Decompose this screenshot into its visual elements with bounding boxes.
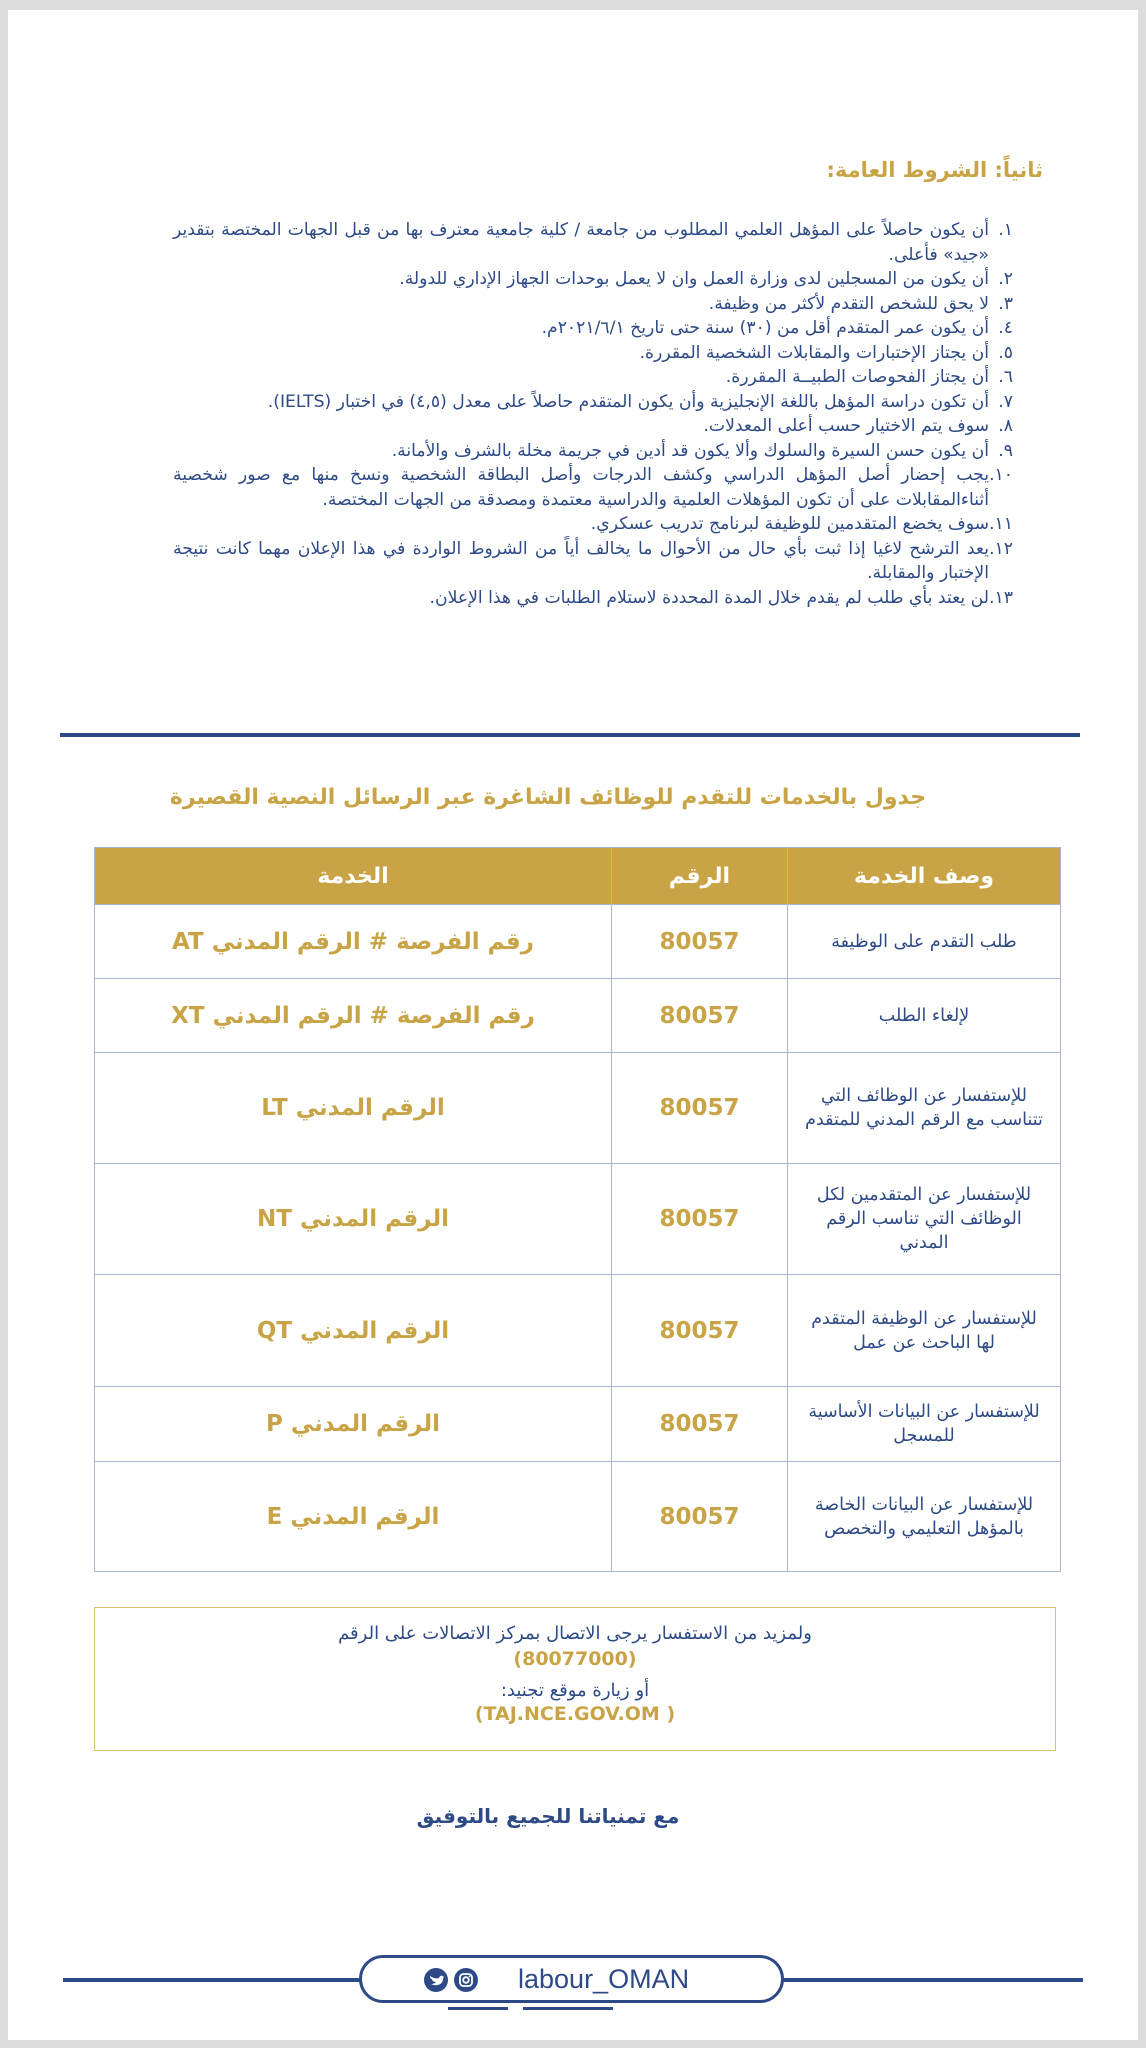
condition-number: ٩. [998,440,1013,461]
condition-item [173,316,1013,341]
closing-wishes: مع تمنياتنا للجميع بالتوفيق [416,1804,680,1828]
condition-number: ١٣. [989,587,1013,608]
sms-format: الرقم المدني LT [95,1053,612,1164]
table-row [95,1053,1061,1164]
sms-format: الرقم المدني E [95,1462,612,1572]
website-link[interactable]: (TAJ.NCE.GOV.OM ) [474,1703,676,1725]
website-text: أو زيارة موقع تجنيد: [500,1680,650,1701]
instagram-icon [454,1968,478,1992]
table-row [95,1462,1061,1572]
header-number: الرقم [612,848,788,905]
condition-item [173,512,1013,537]
service-description: للإستفسار عن الوظائف التي تتناسب مع الرقم المدني للمتقدم [788,1053,1061,1164]
document-page [8,10,1138,2040]
table-header-row [95,848,1061,905]
table-row [95,979,1061,1053]
condition-item [173,218,1013,267]
sms-number: 80057 [612,905,788,979]
condition-number: ٧. [998,391,1013,412]
condition-item [173,586,1013,611]
divider [60,733,1080,737]
condition-item [173,341,1013,366]
header-service-description: وصف الخدمة [788,848,1061,905]
table-title: جدول بالخدمات للتقدم للوظائف الشاغرة عبر الرسائل النصية القصيرة [169,785,927,810]
condition-text: لن يعتد بأي طلب لم يقدم خلال المدة المحددة لاستلام الطلبات في هذا الإعلان. [429,587,989,608]
sms-number: 80057 [612,1053,788,1164]
decorative-dash [523,2007,613,2010]
sms-format: رقم الفرصة # الرقم المدني XT [95,979,612,1053]
condition-number: ١٢. [989,538,1013,559]
condition-number: ١١. [989,514,1013,534]
condition-text: يجب إحضار أصل المؤهل الدراسي وكشف الدرجات وأصل البطاقة الشخصية ونسخ منها مع صور شخصية أثناءالمقابلات على أن تكون المؤهلات العلمية والدراسية معتمدة ومصدقة من الجهات المختصة. [173,465,989,510]
condition-item [173,292,1013,317]
service-description: لإلغاء الطلب [788,979,1061,1053]
condition-number: ٤. [998,318,1013,338]
sms-format: الرقم المدني P [95,1387,612,1462]
sms-number: 80057 [612,1275,788,1387]
table-row [95,1164,1061,1275]
sms-format: الرقم المدني QT [95,1275,612,1387]
social-handle-badge[interactable] [359,1955,784,2003]
contact-text: ولمزيد من الاستفسار يرجى الاتصال بمركز الاتصالات على الرقم [338,1623,812,1644]
service-description: طلب التقدم على الوظيفة [788,905,1061,979]
services-table [94,847,1061,1572]
service-description: للإستفسار عن البيانات الخاصة بالمؤهل التعليمي والتخصص [788,1462,1061,1572]
sms-number: 80057 [612,1462,788,1572]
condition-number: ١٠. [989,465,1013,485]
condition-number: ٨. [998,416,1013,436]
condition-text: سوف يتم الاختيار حسب أعلى المعدلات. [703,416,989,436]
contact-phone: (80077000) [513,1648,637,1670]
twitter-icon [424,1968,448,1992]
condition-item [173,439,1013,464]
header-service: الخدمة [95,848,612,905]
condition-item [173,267,1013,292]
condition-item [173,537,1013,586]
condition-text: أن يجتاز الإختبارات والمقابلات الشخصية المقررة. [639,342,989,363]
condition-text: أن يكون حاصلاً على المؤهل العلمي المطلوب من جامعة / كلية جامعية معترف بها من قبل الجهات المختصة بتقدير «جيد» فأعلى. [173,220,989,265]
condition-number: ٦. [998,367,1013,387]
social-handle: labour_OMAN [518,1964,690,1994]
contact-box [94,1607,1056,1751]
service-description: للإستفسار عن المتقدمين لكل الوظائف التي تناسب الرقم المدني [788,1164,1061,1275]
condition-item [173,463,1013,512]
table-row [95,1275,1061,1387]
condition-number: ٣. [998,293,1013,314]
condition-item [173,390,1013,415]
condition-text: سوف يخضع المتقدمين للوظيفة لبرنامج تدريب عسكري. [590,514,989,534]
conditions-list [173,218,1013,610]
decorative-dash [448,2007,508,2010]
sms-format: رقم الفرصة # الرقم المدني AT [95,905,612,979]
sms-number: 80057 [612,1387,788,1462]
table-row [95,905,1061,979]
condition-item [173,414,1013,439]
condition-number: ١. [998,220,1013,240]
section-title: ثانياً: الشروط العامة: [826,158,1043,182]
sms-number: 80057 [612,979,788,1053]
sms-number: 80057 [612,1164,788,1275]
service-description: للإستفسار عن البيانات الأساسية للمسجل [788,1387,1061,1462]
condition-text: لا يحق للشخص التقدم لأكثر من وظيفة. [708,293,989,314]
condition-text: أن يكون من المسجلين لدى وزارة العمل وان لا يعمل بوحدات الجهاز الإداري للدولة. [399,269,989,289]
condition-text: أن يكون عمر المتقدم أقل من (٣٠) سنة حتى تاريخ ٢٠٢١/٦/١م. [541,318,989,338]
condition-text: أن تكون دراسة المؤهل باللغة الإنجليزية وأن يكون المتقدم حاصلاً على معدل (٤,٥) في اختبار (IELTS). [267,391,989,412]
service-description: للإستفسار عن الوظيفة المتقدم لها الباحث عن عمل [788,1275,1061,1387]
condition-number: ٥. [998,342,1013,363]
condition-number: ٢. [998,269,1013,289]
condition-item [173,365,1013,390]
condition-text: أن يكون حسن السيرة والسلوك وألا يكون قد أدين في جريمة مخلة بالشرف والأمانة. [391,440,989,461]
condition-text: أن يجتاز الفحوصات الطبيــة المقررة. [725,367,989,387]
table-row [95,1387,1061,1462]
condition-text: يعد الترشح لاغيا إذا ثبت بأي حال من الأحوال ما يخالف أياً من الشروط الواردة في هذا الإعلان مهما كانت نتيجة الإختبار والمقابلة. [173,538,989,583]
sms-format: الرقم المدني NT [95,1164,612,1275]
